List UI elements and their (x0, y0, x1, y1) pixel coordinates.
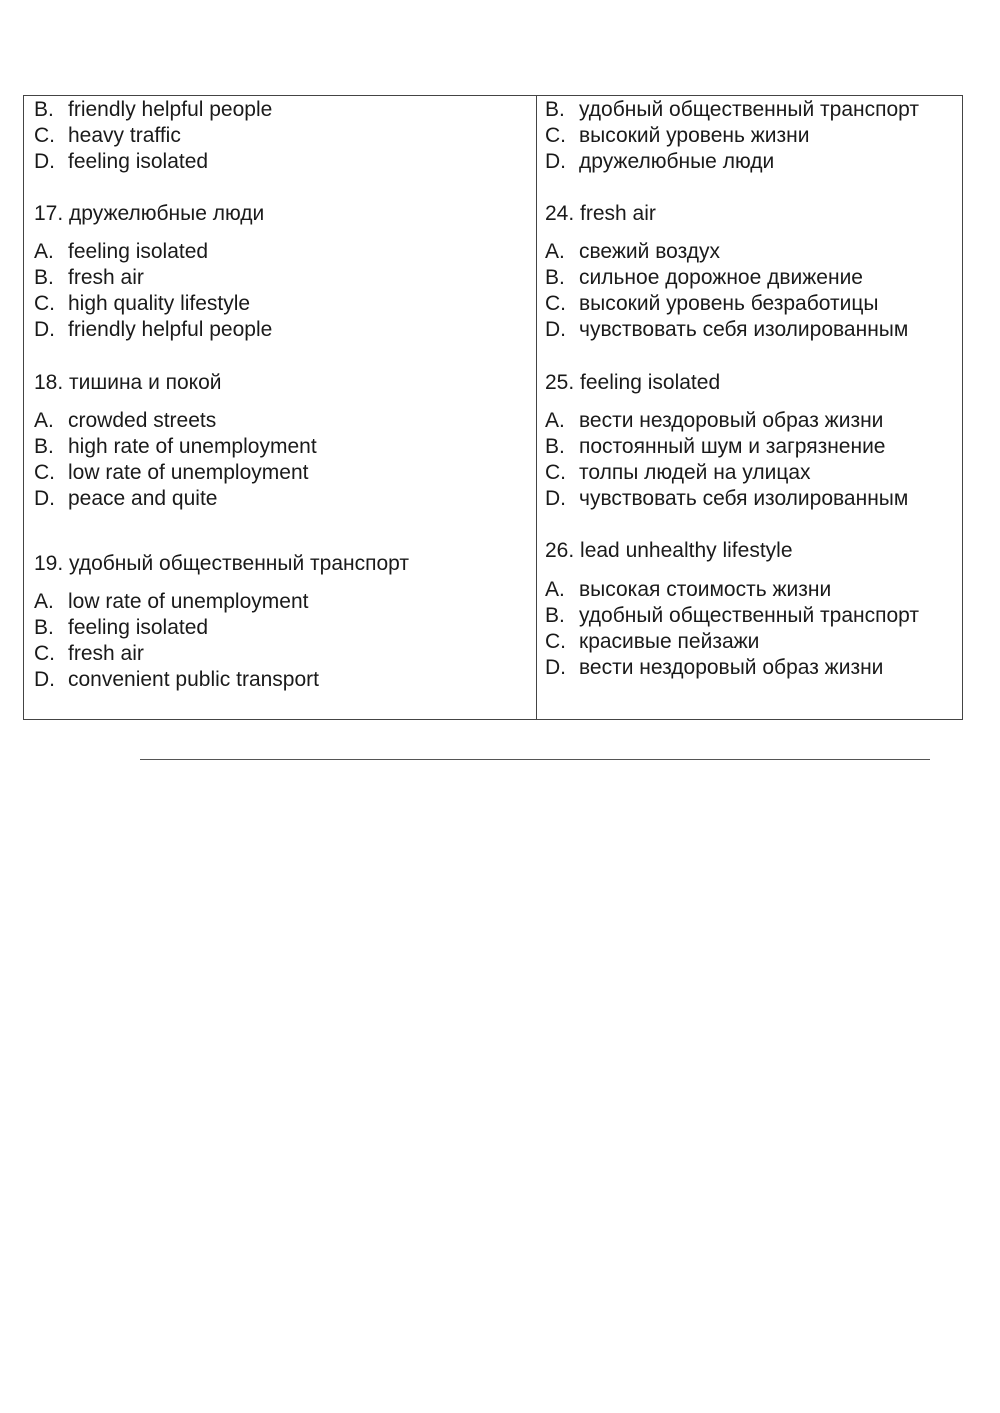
question-25-prompt: 25. feeling isolated (545, 371, 721, 394)
q25-option-a[interactable]: A. вести нездоровый образ жизни (545, 409, 884, 432)
q19-option-c[interactable]: C. fresh air (34, 642, 144, 665)
q25-option-c[interactable]: C. толпы людей на улицах (545, 461, 811, 484)
question-24-prompt: 24. fresh air (545, 202, 656, 225)
q18-option-a[interactable]: A. crowded streets (34, 409, 217, 432)
carry-option-d: D. feeling isolated (34, 150, 209, 173)
carry-option-d: D. дружелюбные люди (545, 150, 775, 173)
column-divider (536, 96, 537, 719)
carry-option-c: C. высокий уровень жизни (545, 124, 810, 147)
q18-option-b[interactable]: B. high rate of unemployment (34, 435, 317, 458)
q26-option-c[interactable]: C. красивые пейзажи (545, 630, 760, 653)
carry-option-c: C. heavy traffic (34, 124, 181, 147)
q26-option-a[interactable]: A. высокая стоимость жизни (545, 578, 832, 601)
q18-option-d[interactable]: D. peace and quite (34, 487, 218, 510)
q19-option-b[interactable]: B. feeling isolated (34, 616, 209, 639)
q24-option-d[interactable]: D. чувствовать себя изолированным (545, 318, 909, 341)
question-19-prompt: 19. удобный общественный транспорт (34, 552, 410, 575)
q24-option-a[interactable]: A. свежий воздух (545, 240, 720, 263)
q26-option-b[interactable]: B. удобный общественный транспорт (545, 604, 919, 627)
horizontal-rule (140, 759, 930, 760)
question-18-prompt: 18. тишина и покой (34, 371, 222, 394)
q24-option-c[interactable]: C. высокий уровень безработицы (545, 292, 879, 315)
q25-option-d[interactable]: D. чувствовать себя изолированным (545, 487, 909, 510)
q19-option-d[interactable]: D. convenient public transport (34, 668, 319, 691)
question-26-prompt: 26. lead unhealthy lifestyle (545, 539, 793, 562)
q26-option-d[interactable]: D. вести нездоровый образ жизни (545, 656, 884, 679)
question-17-prompt: 17. дружелюбные люди (34, 202, 265, 225)
carry-option-b: B. удобный общественный транспорт (545, 98, 919, 121)
q17-option-b[interactable]: B. fresh air (34, 266, 144, 289)
q24-option-b[interactable]: B. сильное дорожное движение (545, 266, 863, 289)
q25-option-b[interactable]: B. постоянный шум и загрязнение (545, 435, 886, 458)
q17-option-c[interactable]: C. high quality lifestyle (34, 292, 251, 315)
q18-option-c[interactable]: C. low rate of unemployment (34, 461, 309, 484)
q17-option-a[interactable]: A. feeling isolated (34, 240, 209, 263)
quiz-table (23, 95, 963, 720)
carry-option-b: B. friendly helpful people (34, 98, 273, 121)
q19-option-a[interactable]: A. low rate of unemployment (34, 590, 309, 613)
q17-option-d[interactable]: D. friendly helpful people (34, 318, 273, 341)
